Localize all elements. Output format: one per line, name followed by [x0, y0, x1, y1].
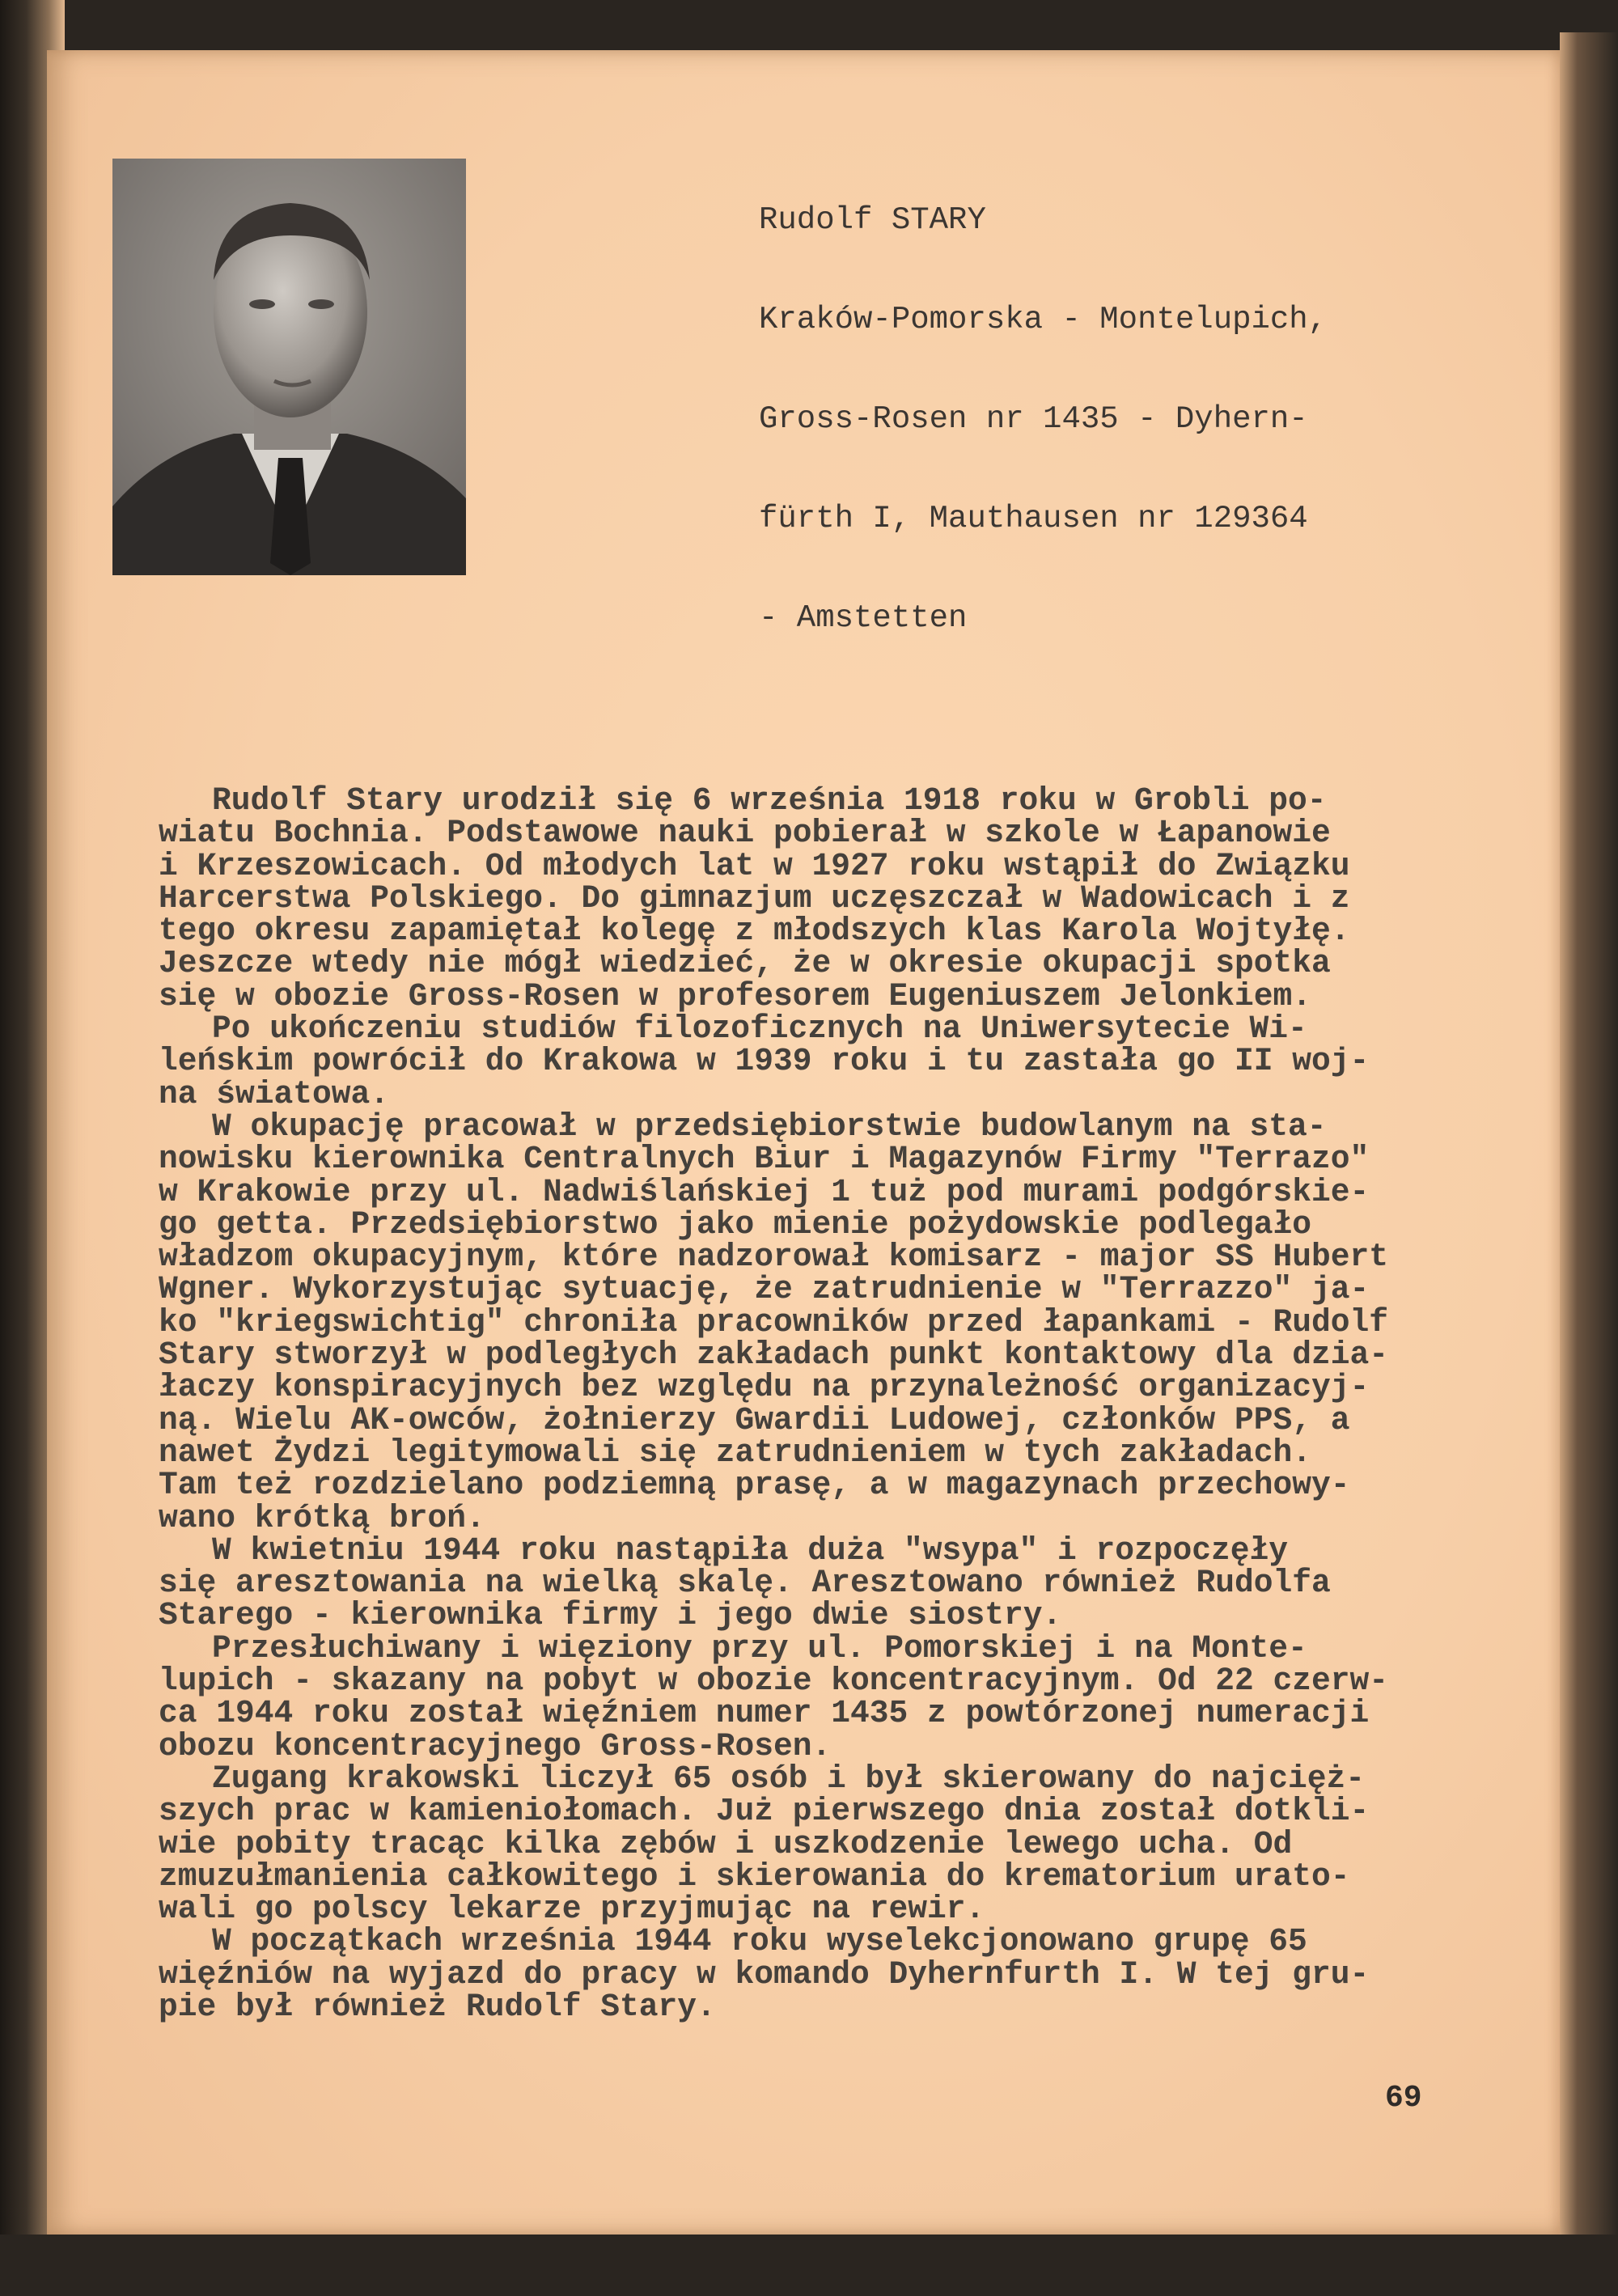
portrait-photo: [112, 159, 466, 575]
paragraph-line: więźniów na wyjazd do pracy w komando Dyhernfurth I. W tej gru-: [159, 1955, 1370, 1993]
paragraph-line: zmuzułmanienia całkowitego i skierowania do krematorium urato-: [159, 1858, 1350, 1895]
page-number: 69: [1385, 2081, 1422, 2116]
paragraph-line: W kwietniu 1944 roku nastąpiła duża "wsypa" i rozpoczęły: [212, 1531, 1289, 1569]
paragraph-line: wiatu Bochnia. Podstawowe nauki pobierał w szkole w Łapanowie: [159, 815, 1331, 852]
paragraph-line: się w obozie Gross-Rosen w profesorem Eugeniuszem Jelonkiem.: [159, 977, 1312, 1015]
page-edge: [1560, 32, 1618, 2296]
paragraph-line: na światowa.: [159, 1075, 390, 1112]
camp-history-line: - Amstetten: [759, 600, 968, 636]
person-name: Rudolf STARY: [759, 202, 986, 238]
paragraph-line: Po ukończeniu studiów filozoficznych na Uniwersytecie Wi-: [212, 1010, 1307, 1048]
paragraph-line: szych prac w kamieniołomach. Już pierwszego dnia został dotkli-: [159, 1793, 1370, 1830]
paragraph-line: łaczy konspiracyjnych bez względu na przynależność organizacyj-: [159, 1369, 1370, 1406]
paragraph-line: ną. Wielu AK-owców, żołnierzy Gwardii Ludowej, członków PPS, a: [159, 1401, 1350, 1438]
paragraph-line: lupich - skazany na pobyt w obozie koncentracyjnym. Od 22 czerw-: [159, 1663, 1389, 1700]
camp-history-line: Gross-Rosen nr 1435 - Dyhern-: [759, 401, 1308, 437]
paragraph-line: Wgner. Wykorzystując sytuację, że zatrudnienie w "Terrazzo" ja-: [159, 1271, 1370, 1308]
camp-history-line: Kraków-Pomorska - Montelupich,: [759, 302, 1328, 337]
paragraph-line: Stary stworzył w podległych zakładach punkt kontaktowy dla dzia-: [159, 1337, 1389, 1374]
paragraph-line: w Krakowie przy ul. Nadwiślańskiej 1 tuż pod murami podgórskie-: [159, 1173, 1370, 1210]
paragraph-line: tego okresu zapamiętał kolegę z młodszych klas Karola Wojtyłę.: [159, 913, 1350, 950]
paragraph-line: obozu koncentracyjnego Gross-Rosen.: [159, 1727, 832, 1764]
paragraph-line: się aresztowania na wielką skalę. Aresztowano również Rudolfa: [159, 1565, 1331, 1602]
paragraph-line: ko "kriegswichtig" chroniła pracowników przed łapankami - Rudolf: [159, 1303, 1389, 1341]
paragraph-line: i Krzeszowicach. Od młodych lat w 1927 roku wstąpił do Związku: [159, 847, 1350, 884]
paragraph-line: Jeszcze wtedy nie mógł wiedzieć, że w okresie okupacji spotka: [159, 945, 1331, 982]
paragraph-line: władzom okupacyjnym, które nadzorował komisarz - major SS Hubert: [159, 1239, 1389, 1276]
paragraph-line: wie pobity tracąc kilka zębów i uszkodzenie lewego ucha. Od: [159, 1825, 1293, 1862]
paragraph-line: Tam też rozdzielano podziemną prasę, a w magazynach przechowy-: [159, 1467, 1350, 1504]
paragraph-line: pie był również Rudolf Stary.: [159, 1988, 716, 2025]
paragraph-line: wano krótką broń.: [159, 1499, 485, 1536]
paragraph-line: nawet Żydzi legitymowali się zatrudnieniem w tych zakładach.: [159, 1434, 1312, 1471]
paragraph-line: Harcerstwa Polskiego. Do gimnazjum uczęszczał w Wadowicach i z: [159, 879, 1350, 917]
paragraph-line: wali go polscy lekarze przyjmując na rewir.: [159, 1891, 985, 1928]
camp-history-line: fürth I, Mauthausen nr 129364: [759, 501, 1308, 536]
paragraph-line: leńskim powrócił do Krakowa w 1939 roku i tu zastała go II woj-: [159, 1043, 1370, 1080]
paragraph-line: Starego - kierownika firmy i jego dwie siostry.: [159, 1597, 1062, 1634]
paragraph-line: Zugang krakowski liczył 65 osób i był skierowany do najcięż-: [212, 1760, 1366, 1797]
paragraph-line: Rudolf Stary urodził się 6 września 1918 roku w Grobli po-: [212, 782, 1327, 819]
prisoner-header: [759, 138, 1327, 668]
biography-text: [159, 782, 1389, 2025]
paragraph-line: Przesłuchiwany i więziony przy ul. Pomorskiej i na Monte-: [212, 1629, 1307, 1667]
paragraph-line: W okupację pracował w przedsiębiorstwie budowlanym na sta-: [212, 1108, 1327, 1145]
paragraph-line: ca 1944 roku został więźniem numer 1435 z powtórzonej numeracji: [159, 1695, 1370, 1732]
paragraph-line: nowisku kierownika Centralnych Biur i Magazynów Firmy "Terrazo": [159, 1141, 1370, 1178]
background: [0, 2235, 1618, 2296]
paragraph-line: W początkach września 1944 roku wyselekcjonowano grupę 65: [212, 1923, 1307, 1960]
paragraph-line: go getta. Przedsiębiorstwo jako mienie pożydowskie podlegało: [159, 1205, 1312, 1243]
